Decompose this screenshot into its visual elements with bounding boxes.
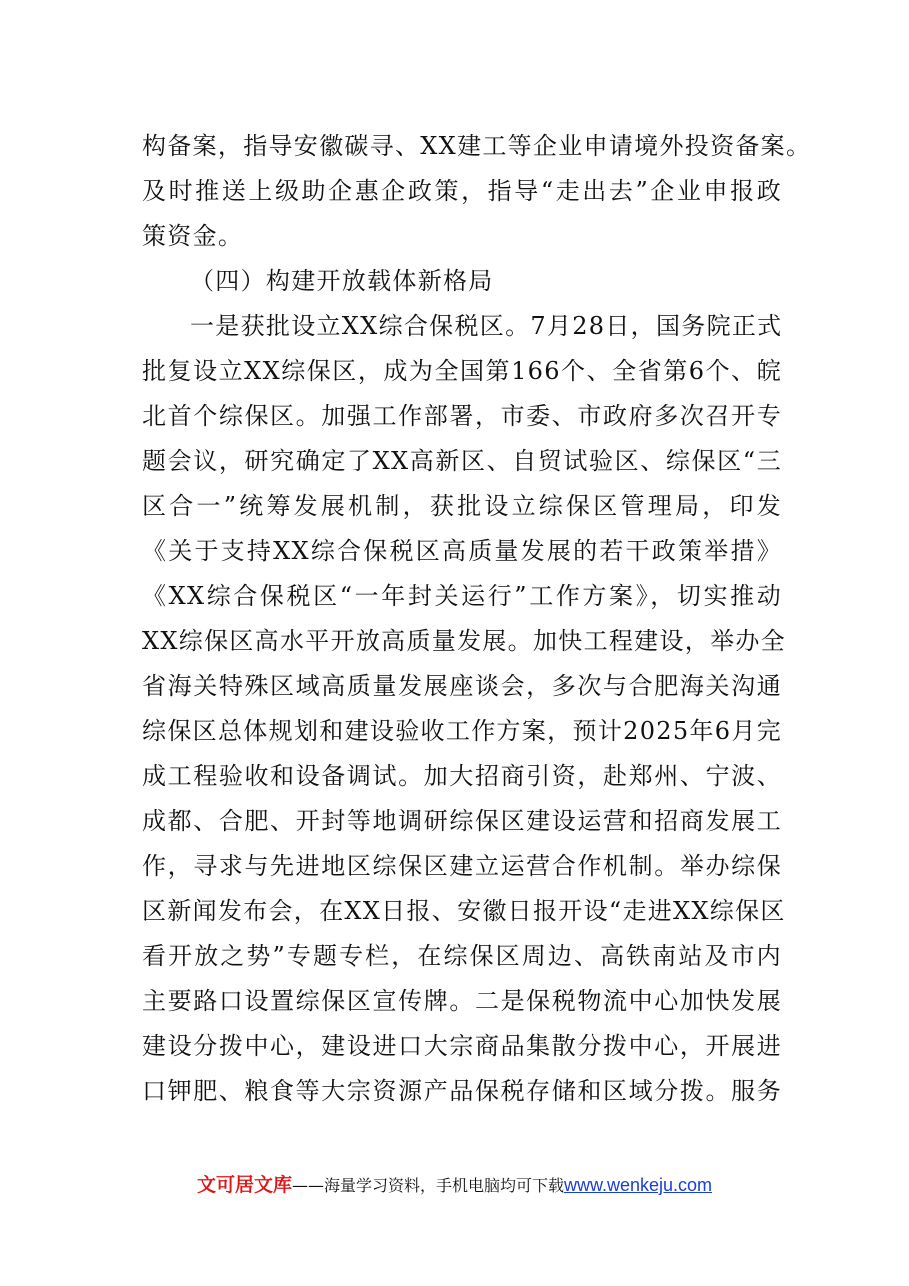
footer-brand: 文可居文库 <box>196 1174 292 1196</box>
text-line: 成都、合肥、开封等地调研综保区建设运营和招商发展工 <box>142 807 782 835</box>
text-line: 题会议，研究确定了XX高新区、自贸试验区、综保区“三 <box>142 447 782 475</box>
footer-banner <box>0 1170 909 1197</box>
text-line: 及时推送上级助企惠企政策，指导“走出去”企业申报政 <box>142 177 782 205</box>
text-line: 成工程验收和设备调试。加大招商引资，赴郑州、宁波、 <box>142 762 782 790</box>
text-line: 北首个综保区。加强工作部署，市委、市政府多次召开专 <box>142 402 782 430</box>
text-line: 区新闻发布会，在XX日报、安徽日报开设“走进XX综保区 <box>142 897 786 925</box>
footer-link[interactable]: www.wenkeju.com <box>563 1175 713 1195</box>
text-line: 综保区总体规划和建设验收工作方案，预计2025年6月完 <box>142 717 782 745</box>
text-line: 主要路口设置综保区宣传牌。二是保税物流中心加快发展 <box>142 987 782 1015</box>
text-line: 《XX综合保税区“一年封关运行”工作方案》，切实推动 <box>142 582 782 610</box>
text-line: XX综保区高水平开放高质量发展。加快工程建设，举办全 <box>142 627 786 655</box>
text-line: 省海关特殊区域高质量发展座谈会，多次与合肥海关沟通 <box>142 672 782 700</box>
text-line: 看开放之势”专题专栏，在综保区周边、高铁南站及市内 <box>142 942 782 970</box>
text-line: 一是获批设立XX综合保税区。7月28日，国务院正式 <box>190 312 783 340</box>
text-line: 作，寻求与先进地区综保区建立运营合作机制。举办综保 <box>142 852 782 880</box>
text-line: 策资金。 <box>142 222 244 250</box>
body-text <box>142 124 812 1114</box>
text-line: 构备案，指导安徽碳寻、XX建工等企业申请境外投资备案。 <box>142 132 812 160</box>
footer-slogan: ——海量学习资料，手机电脑均可下载 <box>291 1176 564 1195</box>
text-line: 口钾肥、粮食等大宗资源产品保税存储和区域分拨。服务 <box>142 1077 782 1105</box>
text-line: 区合一”统筹发展机制，获批设立综保区管理局，印发 <box>142 492 782 520</box>
section-heading: （四）构建开放载体新格局 <box>190 267 494 295</box>
text-line: 建设分拨中心，建设进口大宗商品集散分拨中心，开展进 <box>142 1032 782 1060</box>
text-line: 《关于支持XX综合保税区高质量发展的若干政策举措》 <box>142 537 782 565</box>
text-line: 批复设立XX综保区，成为全国第166个、全省第6个、皖 <box>142 357 782 385</box>
